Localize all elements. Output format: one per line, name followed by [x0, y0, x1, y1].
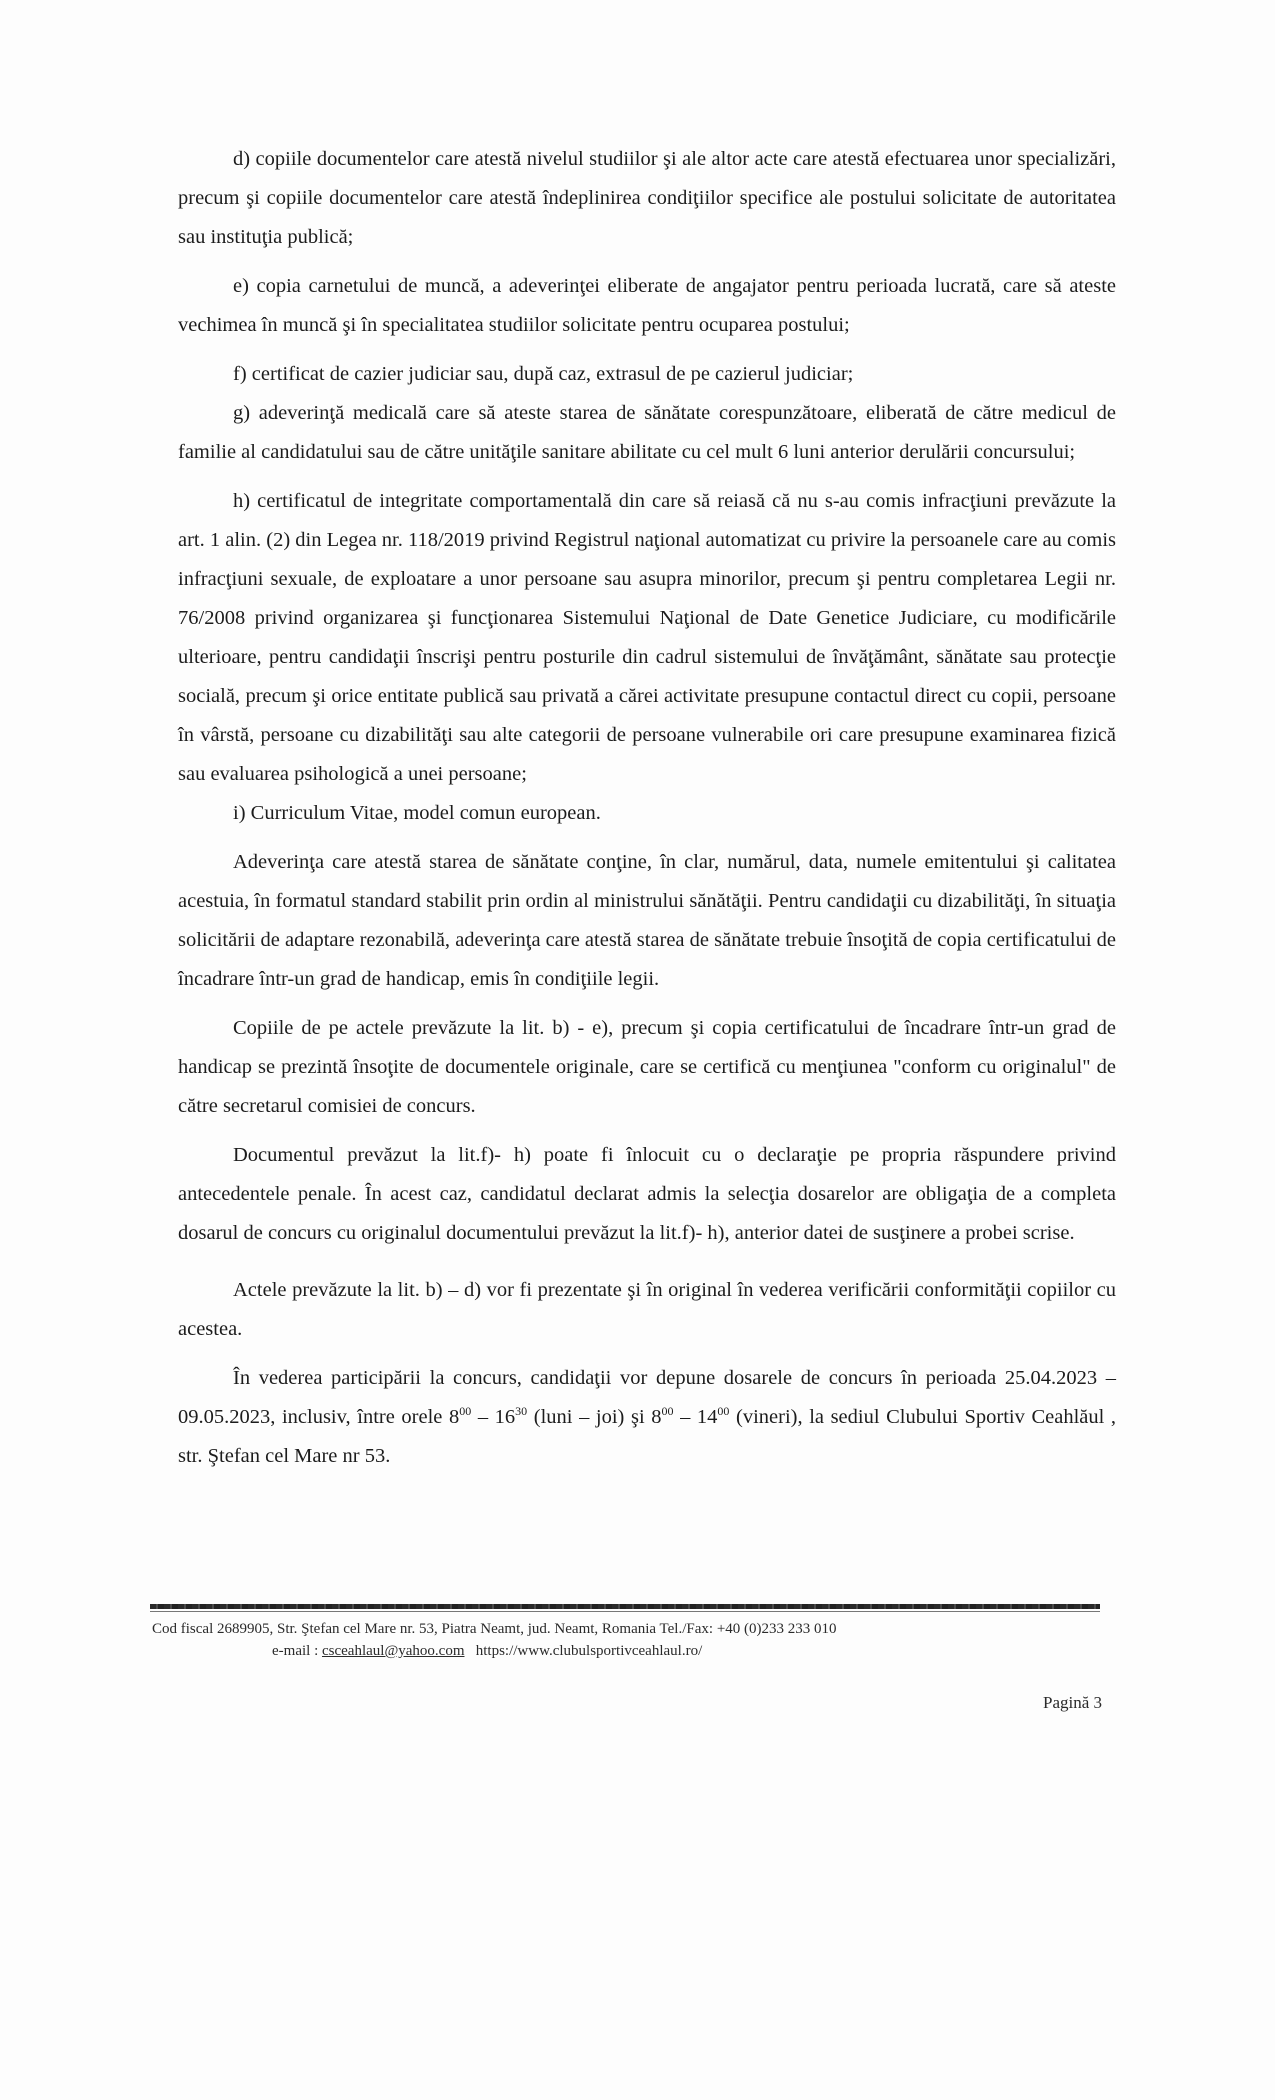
- paragraph-item-d: d) copiile documentelor care atestă nivelul studiilor şi ale altor acte care atestă efectuarea unor specializări, precum şi copiile documentelor care atestă îndeplinirea condiţiilor specifice ale postului solicitate de autoritatea sau instituţia publică;: [178, 148, 1116, 248]
- hour-superscript: 00: [717, 1404, 730, 1419]
- paragraph-copies: Copiile de pe actele prevăzute la lit. b) - e), precum şi copia certificatului de încadrare într-un grad de handicap se prezintă însoţite de documentele originale, care se certifică cu menţiunea "conform cu originalul" de către secretarul comisiei de concurs.: [178, 1017, 1116, 1117]
- footer-website-link[interactable]: https://www.clubulsportivceahlaul.ro/: [475, 1643, 703, 1659]
- submission-text-part3: (luni – joi) şi 8: [527, 1406, 662, 1428]
- paragraph-item-g: g) adeverinţă medicală care să ateste starea de sănătate corespunzătoare, eliberată de către medicul de familie al candidatului sau de către unităţile sanitare abilitate cu cel mult 6 luni anterior derulării concursului;: [178, 402, 1116, 463]
- footer-address: Cod fiscal 2689905, Str. Ştefan cel Mare nr. 53, Piatra Neamt, jud. Neamt, Romania Tel./Fax: +40 (0)233 233 010: [152, 1621, 837, 1637]
- paragraph-submission-period: [178, 1359, 1116, 1476]
- paragraph-replacement-document: Documentul prevăzut la lit.f)- h) poate fi înlocuit cu o declaraţie pe propria răspundere privind antecedentele penale. În acest caz, candidatul declarat admis la selecţia dosarelor are obligaţia de a completa dosarul de concurs cu originalul documentului prevăzut la lit.f)- h), anterior datei de susţinere a probei scrise.: [178, 1144, 1116, 1244]
- submission-text-part1: În vederea participării la concurs, candidaţii vor depune dosarele de concurs în perioada 25.04.2023 – 09.05.2023, inclusiv, între orele 8: [178, 1367, 1116, 1428]
- footer-contact: [150, 1640, 1100, 1662]
- paragraph-item-h: h) certificatul de integritate comportamentală din care să reiasă că nu s-au comis infracţiuni prevăzute la art. 1 alin. (2) din Legea nr. 118/2019 privind Registrul naţional automatizat cu privire la persoanele care au comis infracţiuni sexuale, de exploatare a unor persoane sau asupra minorilor, precum şi pentru completarea Legii nr. 76/2008 privind organizarea şi funcţionarea Sistemului Naţional de Date Genetice Judiciare, cu modificările ulterioare, pentru candidaţii înscrişi pentru posturile din cadrul sistemului de învăţământ, sănătate sau protecţie socială, precum şi orice entitate publică sau privată a cărei activitate presupune contactul direct cu copii, persoane în vârstă, persoane cu dizabilităţi sau alte categorii de persoane vulnerabile ori care presupune examinarea fizică sau evaluarea psihologică a unei persoane;: [178, 490, 1116, 785]
- hour-superscript: 00: [459, 1404, 472, 1419]
- submission-text-part4: – 14: [673, 1406, 718, 1428]
- footer-email-label: e-mail :: [272, 1643, 322, 1659]
- paragraph-item-f: f) certificat de cazier judiciar sau, după caz, extrasul de pe cazierul judiciar;: [233, 363, 854, 385]
- footer-divider: [150, 1604, 1100, 1609]
- footer-email-link[interactable]: csceahlaul@yahoo.com: [321, 1643, 465, 1659]
- page-number: Pagină 3: [1043, 1693, 1103, 1712]
- hour-superscript: 30: [515, 1404, 528, 1419]
- footer: [150, 1618, 1100, 1662]
- paragraph-health-certificate: Adeverinţa care atestă starea de sănătate conţine, în clar, numărul, data, numele emitentului şi calitatea acestuia, în formatul standard stabilit prin ordin al ministrului sănătăţii. Pentru candidaţii cu dizabilităţi, în situaţia solicitării de adaptare rezonabilă, adeverinţa care atestă starea de sănătate trebuie însoţită de copia certificatului de încadrare într-un grad de handicap, emis în condiţiile legii.: [178, 851, 1116, 990]
- paragraph-original-acts: Actele prevăzute la lit. b) – d) vor fi prezentate şi în original în vederea verificării conformităţii copiilor cu acestea.: [178, 1279, 1116, 1340]
- document-body: [178, 140, 1116, 1476]
- submission-text-part5: (vineri), la sediul Clubului Sportiv Ceahlăul , str. Ştefan cel Mare nr 53.: [178, 1406, 1117, 1467]
- paragraph-item-e: e) copia carnetului de muncă, a adeverinţei eliberate de angajator pentru perioada lucrată, care să ateste vechimea în muncă şi în specialitatea studiilor solicitate pentru ocuparea postului;: [178, 275, 1116, 336]
- submission-text-part2: – 16: [471, 1406, 516, 1428]
- hour-superscript: 00: [661, 1404, 674, 1419]
- footer-divider-thin: [150, 1611, 1100, 1612]
- paragraph-item-i: i) Curriculum Vitae, model comun european.: [233, 802, 601, 824]
